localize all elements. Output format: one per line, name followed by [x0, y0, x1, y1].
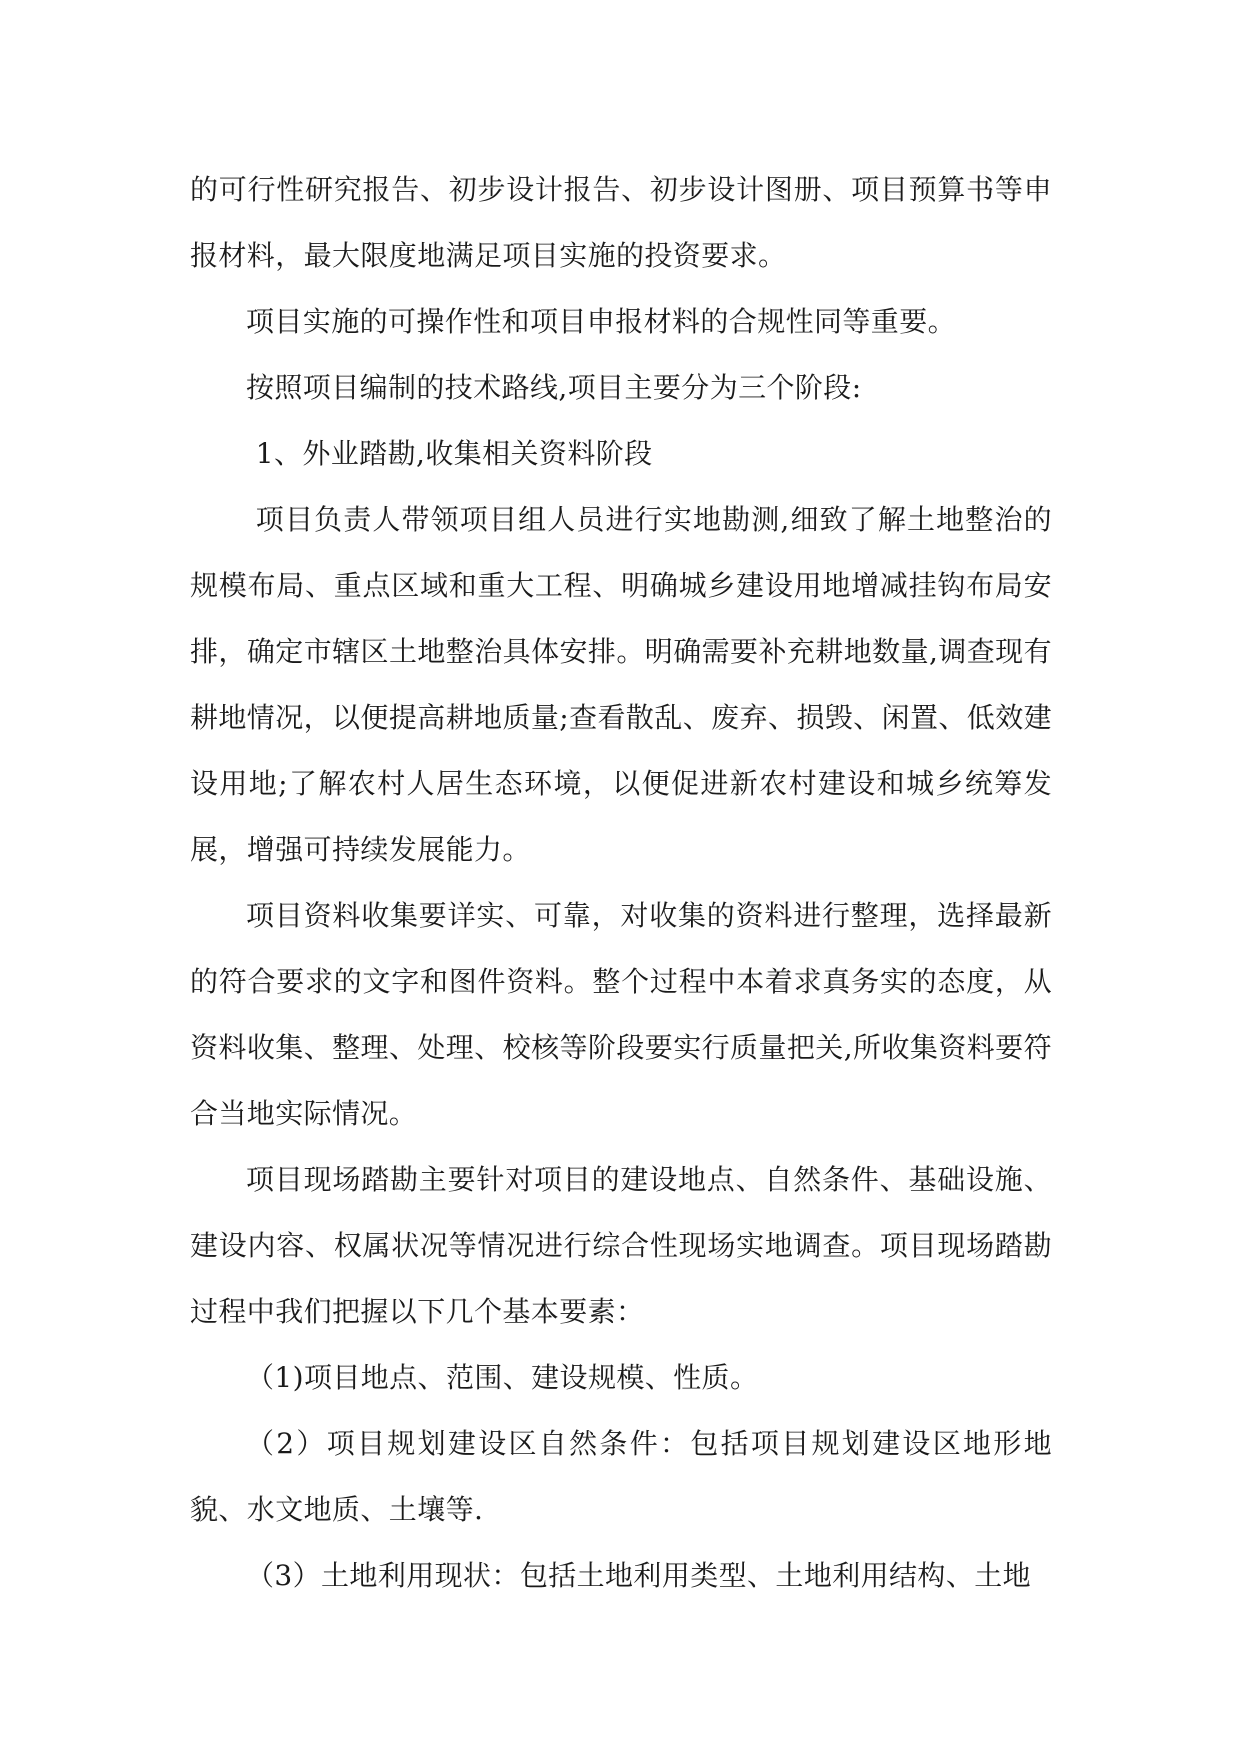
list-item-2: （2）项目规划建设区自然条件：包括项目规划建设区地形地貌、水文地质、土壤等.	[190, 1427, 1052, 1526]
paragraph-data-collection: 项目资料收集要详实、可靠，对收集的资料进行整理，选择最新的符合要求的文字和图件资料。整个过程中本着求真务实的态度，从资料收集、整理、处理、校核等阶段要实行质量把关,所收集资料要符合当地实际情况。	[190, 899, 1052, 1130]
list-item-3: （3）土地利用现状：包括土地利用类型、土地利用结构、土地	[246, 1559, 1032, 1592]
paragraph-three-stages: 按照项目编制的技术路线,项目主要分为三个阶段:	[246, 371, 862, 404]
section-heading-stage-1: 1、外业踏勘,收集相关资料阶段	[255, 437, 653, 470]
list-item-1: （1)项目地点、范围、建设规模、性质。	[246, 1361, 759, 1394]
paragraph-site-investigation: 项目现场踏勘主要针对项目的建设地点、自然条件、基础设施、建设内容、权属状况等情况进行综合性现场实地调查。项目现场踏勘过程中我们把握以下几个基本要素：	[190, 1163, 1052, 1328]
paragraph-operability: 项目实施的可操作性和项目申报材料的合规性同等重要。	[246, 305, 957, 338]
paragraph-continuation: 的可行性研究报告、初步设计报告、初步设计图册、项目预算书等申报材料，最大限度地满足项目实施的投资要求。	[190, 173, 1052, 272]
paragraph-field-survey: 项目负责人带领项目组人员进行实地勘测,细致了解土地整治的规模布局、重点区域和重大工程、明确城乡建设用地增减挂钩布局安排，确定市辖区土地整治具体安排。明确需要补充耕地数量,调查现有耕地情况，以便提高耕地质量;查看散乱、废弃、损毁、闲置、低效建设用地;了解农村人居生态环境，以便促进新农村建设和城乡统筹发展，增强可持续发展能力。	[190, 503, 1052, 866]
document-body	[190, 157, 1052, 1609]
